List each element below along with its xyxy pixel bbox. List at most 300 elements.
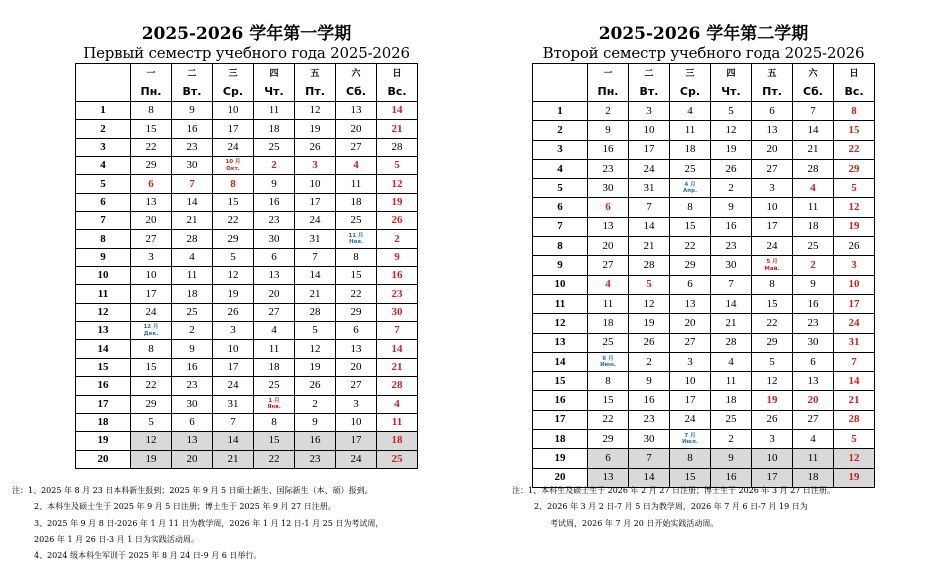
day-cell: 14 — [711, 294, 752, 313]
weekday-cn: 三 — [213, 64, 254, 82]
day-cell: 7 — [295, 248, 336, 266]
day-cell: 27 — [752, 159, 793, 178]
day-cell: 9 — [588, 121, 629, 140]
week-number: 3 — [76, 138, 131, 156]
day-cell: 6 — [131, 175, 172, 193]
day-cell: 16 — [172, 358, 213, 376]
week-number: 20 — [76, 450, 131, 468]
week-row — [76, 138, 418, 156]
day-cell: 16 — [793, 294, 834, 313]
day-cell: 3 — [295, 157, 336, 175]
day-cell: 23 — [588, 159, 629, 178]
day-cell: 18 — [793, 468, 834, 487]
day-cell: 26 — [295, 138, 336, 156]
day-cell: 11 — [172, 267, 213, 285]
day-cell: 18 — [254, 358, 295, 376]
week-row — [533, 314, 875, 333]
weekday-ru: Ср. — [213, 82, 254, 102]
week-row — [533, 217, 875, 236]
note-line: 2026 年 1 月 26 日-3 月 1 日为实践活动周。 — [34, 534, 199, 544]
week-row — [76, 340, 418, 358]
day-cell: 11 — [254, 340, 295, 358]
day-cell: 26 — [629, 333, 670, 352]
day-cell: 18 — [670, 140, 711, 159]
week-row — [533, 391, 875, 410]
day-cell: 22 — [752, 314, 793, 333]
day-cell: 7 — [834, 352, 875, 371]
day-cell: 8 — [336, 248, 377, 266]
day-cell: 10 — [131, 267, 172, 285]
day-cell: 6 — [254, 248, 295, 266]
week-number: 14 — [76, 340, 131, 358]
day-cell: 2 — [711, 430, 752, 449]
week-number: 10 — [76, 267, 131, 285]
day-cell: 10 — [752, 198, 793, 217]
week-row — [533, 372, 875, 391]
day-cell: 6 — [588, 449, 629, 468]
day-cell: 3 — [752, 430, 793, 449]
day-cell: 13 — [588, 468, 629, 487]
day-cell: 2 — [295, 395, 336, 413]
day-cell: 4 — [670, 102, 711, 121]
note-line: 2、2026 年 3 月 2 日-7 月 5 日为教学周，2026 年 7 月 6 日-7 月 19 日为 — [534, 502, 808, 512]
week-row — [533, 333, 875, 352]
month-label-ru: Окт. — [226, 165, 240, 172]
day-cell: 7 — [213, 413, 254, 431]
day-cell: 16 — [254, 193, 295, 211]
day-cell: 4 — [711, 352, 752, 371]
day-cell: 24 — [752, 237, 793, 256]
day-cell: 20 — [254, 285, 295, 303]
day-cell: 29 — [752, 333, 793, 352]
weekday-ru: Вт. — [629, 82, 670, 102]
day-cell: 21 — [295, 285, 336, 303]
semester-2-notes — [512, 483, 922, 532]
month-label-ru: Янв. — [267, 404, 281, 411]
day-cell: 23 — [254, 212, 295, 230]
week-row — [533, 121, 875, 140]
day-cell: 11 — [377, 413, 418, 431]
day-cell: 19 — [752, 391, 793, 410]
day-cell: 22 — [336, 285, 377, 303]
month-start-cell — [336, 230, 377, 248]
day-cell: 25 — [588, 333, 629, 352]
week-row — [533, 140, 875, 159]
weekday-ru: Пт. — [295, 82, 336, 102]
day-cell: 9 — [629, 372, 670, 391]
day-cell: 29 — [213, 230, 254, 248]
weekday-cn: 二 — [629, 64, 670, 82]
day-cell: 3 — [834, 256, 875, 275]
day-cell: 4 — [377, 395, 418, 413]
week-number: 18 — [533, 430, 588, 449]
day-cell: 20 — [670, 314, 711, 333]
week-row — [76, 285, 418, 303]
week-row — [533, 102, 875, 121]
semester-title-ru: Второй семестр учебного года 2025-2026 — [542, 44, 865, 62]
day-cell: 15 — [588, 391, 629, 410]
day-cell: 15 — [336, 267, 377, 285]
day-cell: 12 — [834, 449, 875, 468]
week-number: 4 — [76, 157, 131, 175]
week-number: 19 — [533, 449, 588, 468]
weekday-cn: 一 — [131, 64, 172, 82]
week-header-blank — [76, 82, 131, 102]
day-cell: 19 — [711, 140, 752, 159]
day-cell: 25 — [711, 410, 752, 429]
week-number: 6 — [533, 198, 588, 217]
week-row — [533, 430, 875, 449]
weekday-cn: 四 — [711, 64, 752, 82]
day-cell: 22 — [834, 140, 875, 159]
day-cell: 24 — [629, 159, 670, 178]
calendar-table — [75, 63, 418, 469]
week-row — [533, 256, 875, 275]
day-cell: 18 — [711, 391, 752, 410]
day-cell: 11 — [588, 294, 629, 313]
note-line: 注：1、本科生及硕士生于 2026 年 2 月 27 日注册；博士生于 2026 年 3 月 27 日注册。 — [512, 486, 835, 495]
week-number: 17 — [76, 395, 131, 413]
day-cell: 14 — [834, 372, 875, 391]
month-label-cn: 11 月 — [348, 232, 364, 239]
day-cell: 2 — [254, 157, 295, 175]
day-cell: 21 — [213, 450, 254, 468]
week-number: 3 — [533, 140, 588, 159]
month-label-cn: 12 月 — [143, 324, 159, 331]
month-start-cell — [213, 157, 254, 175]
week-row — [533, 294, 875, 313]
day-cell: 16 — [295, 432, 336, 450]
day-cell: 3 — [629, 102, 670, 121]
day-cell: 26 — [711, 159, 752, 178]
weekday-cn: 二 — [172, 64, 213, 82]
month-start-cell — [254, 395, 295, 413]
week-number: 5 — [533, 179, 588, 198]
day-cell: 11 — [336, 175, 377, 193]
day-cell: 10 — [629, 121, 670, 140]
week-number: 14 — [533, 352, 588, 371]
month-label-cn: 6 月 — [602, 355, 614, 362]
week-number: 4 — [533, 159, 588, 178]
day-cell: 7 — [793, 102, 834, 121]
week-number: 17 — [533, 410, 588, 429]
week-row — [76, 267, 418, 285]
day-cell: 17 — [295, 193, 336, 211]
week-row — [533, 275, 875, 294]
day-cell: 4 — [336, 157, 377, 175]
day-cell: 29 — [131, 395, 172, 413]
day-cell: 20 — [588, 237, 629, 256]
day-cell: 31 — [834, 333, 875, 352]
day-cell: 9 — [793, 275, 834, 294]
day-cell: 27 — [670, 333, 711, 352]
day-cell: 9 — [711, 198, 752, 217]
day-cell: 6 — [670, 275, 711, 294]
day-cell: 22 — [670, 237, 711, 256]
day-cell: 17 — [213, 358, 254, 376]
day-cell: 29 — [670, 256, 711, 275]
day-cell: 8 — [588, 372, 629, 391]
day-cell: 19 — [131, 450, 172, 468]
month-start-cell — [752, 256, 793, 275]
week-number: 2 — [533, 121, 588, 140]
day-cell: 24 — [295, 212, 336, 230]
day-cell: 3 — [670, 352, 711, 371]
week-number: 18 — [76, 413, 131, 431]
week-number: 8 — [533, 237, 588, 256]
day-cell: 5 — [377, 157, 418, 175]
day-cell: 27 — [336, 138, 377, 156]
day-cell: 2 — [377, 230, 418, 248]
day-cell: 15 — [213, 193, 254, 211]
day-cell: 16 — [172, 120, 213, 138]
day-cell: 7 — [172, 175, 213, 193]
day-cell: 5 — [629, 275, 670, 294]
weekday-ru: Сб. — [336, 82, 377, 102]
weekday-cn: 三 — [670, 64, 711, 82]
day-cell: 9 — [377, 248, 418, 266]
day-cell: 28 — [629, 256, 670, 275]
day-cell: 11 — [711, 372, 752, 391]
day-cell: 23 — [629, 410, 670, 429]
day-cell: 4 — [254, 322, 295, 340]
day-cell: 26 — [752, 410, 793, 429]
month-label-ru: Апр. — [682, 188, 698, 195]
day-cell: 23 — [793, 314, 834, 333]
weekday-cn: 日 — [834, 64, 875, 82]
day-cell: 9 — [172, 340, 213, 358]
day-cell: 20 — [336, 358, 377, 376]
day-cell: 2 — [793, 256, 834, 275]
semester-title-cn: 2025-2026 学年第一学期 — [141, 24, 352, 44]
weekday-cn: 五 — [295, 64, 336, 82]
week-number: 10 — [533, 275, 588, 294]
day-cell: 19 — [295, 120, 336, 138]
day-cell: 3 — [213, 322, 254, 340]
day-cell: 2 — [629, 352, 670, 371]
day-cell: 17 — [752, 468, 793, 487]
day-cell: 23 — [172, 138, 213, 156]
weekday-ru: Ср. — [670, 82, 711, 102]
weekday-cn: 四 — [254, 64, 295, 82]
day-cell: 17 — [213, 120, 254, 138]
day-cell: 17 — [336, 432, 377, 450]
day-cell: 4 — [172, 248, 213, 266]
week-number: 6 — [76, 193, 131, 211]
weekday-cn: 一 — [588, 64, 629, 82]
day-cell: 28 — [834, 410, 875, 429]
day-cell: 8 — [752, 275, 793, 294]
day-cell: 16 — [711, 217, 752, 236]
day-cell: 13 — [254, 267, 295, 285]
day-cell: 5 — [834, 430, 875, 449]
week-number: 7 — [533, 217, 588, 236]
week-row — [76, 193, 418, 211]
week-row — [76, 230, 418, 248]
day-cell: 17 — [834, 294, 875, 313]
week-row — [76, 212, 418, 230]
day-cell: 13 — [793, 372, 834, 391]
day-cell: 30 — [172, 157, 213, 175]
day-cell: 22 — [131, 138, 172, 156]
day-cell: 19 — [834, 217, 875, 236]
weekday-ru: Чт. — [254, 82, 295, 102]
month-start-cell — [670, 179, 711, 198]
day-cell: 27 — [131, 230, 172, 248]
day-cell: 14 — [172, 193, 213, 211]
day-cell: 23 — [711, 237, 752, 256]
day-cell: 25 — [336, 212, 377, 230]
day-cell: 28 — [172, 230, 213, 248]
week-number: 19 — [76, 432, 131, 450]
day-cell: 6 — [588, 198, 629, 217]
week-number: 5 — [76, 175, 131, 193]
day-cell: 9 — [295, 413, 336, 431]
semester-2-calendar — [532, 24, 875, 488]
day-cell: 13 — [336, 102, 377, 120]
day-cell: 25 — [377, 450, 418, 468]
month-label-ru: Дек. — [143, 330, 159, 337]
day-cell: 30 — [588, 179, 629, 198]
day-cell: 25 — [670, 159, 711, 178]
day-cell: 21 — [629, 237, 670, 256]
note-line: 4、2024 级本科生军训于 2025 年 8 月 24 日-9 月 6 日举行。 — [34, 551, 262, 561]
week-row — [76, 157, 418, 175]
day-cell: 12 — [834, 198, 875, 217]
day-cell: 28 — [793, 159, 834, 178]
day-cell: 23 — [172, 377, 213, 395]
month-start-cell — [131, 322, 172, 340]
week-row — [76, 102, 418, 120]
day-cell: 31 — [295, 230, 336, 248]
day-cell: 20 — [172, 450, 213, 468]
day-cell: 18 — [172, 285, 213, 303]
day-cell: 31 — [213, 395, 254, 413]
day-cell: 10 — [752, 449, 793, 468]
week-number: 8 — [76, 230, 131, 248]
week-row — [76, 377, 418, 395]
day-cell: 15 — [670, 468, 711, 487]
day-cell: 5 — [834, 179, 875, 198]
day-cell: 5 — [711, 102, 752, 121]
month-label-cn: 10 月 — [225, 159, 241, 166]
weekday-cn: 日 — [377, 64, 418, 82]
day-cell: 27 — [793, 410, 834, 429]
weekday-ru: Вт. — [172, 82, 213, 102]
day-cell: 8 — [131, 102, 172, 120]
day-cell: 24 — [213, 377, 254, 395]
week-header-blank — [76, 64, 131, 82]
week-row — [533, 449, 875, 468]
month-start-cell — [670, 430, 711, 449]
day-cell: 3 — [336, 395, 377, 413]
day-cell: 14 — [793, 121, 834, 140]
day-cell: 4 — [793, 179, 834, 198]
day-cell: 14 — [377, 340, 418, 358]
day-cell: 30 — [793, 333, 834, 352]
week-number: 9 — [533, 256, 588, 275]
day-cell: 3 — [752, 179, 793, 198]
day-cell: 9 — [711, 449, 752, 468]
day-cell: 15 — [131, 120, 172, 138]
day-cell: 21 — [711, 314, 752, 333]
day-cell: 24 — [213, 138, 254, 156]
day-cell: 21 — [377, 358, 418, 376]
day-cell: 11 — [254, 102, 295, 120]
day-cell: 28 — [295, 303, 336, 321]
week-row — [76, 432, 418, 450]
day-cell: 24 — [131, 303, 172, 321]
weekday-header-cn — [533, 64, 875, 82]
day-cell: 26 — [377, 212, 418, 230]
month-start-cell — [588, 352, 629, 371]
day-cell: 6 — [793, 352, 834, 371]
week-number: 13 — [76, 322, 131, 340]
day-cell: 10 — [213, 102, 254, 120]
weekday-ru: Пн. — [588, 82, 629, 102]
week-row — [76, 303, 418, 321]
day-cell: 8 — [670, 449, 711, 468]
day-cell: 14 — [295, 267, 336, 285]
day-cell: 25 — [172, 303, 213, 321]
calendar-table — [532, 63, 875, 488]
note-line: 3、2025 年 9 月 8 日-2026 年 1 月 11 日为教学周，2026 年 1 月 12 日-1 月 25 日为考试周， — [34, 518, 384, 528]
day-cell: 19 — [213, 285, 254, 303]
day-cell: 31 — [629, 179, 670, 198]
day-cell: 21 — [377, 120, 418, 138]
weekday-ru: Вс. — [377, 82, 418, 102]
day-cell: 26 — [295, 377, 336, 395]
day-cell: 16 — [629, 391, 670, 410]
semester-1-notes — [12, 483, 492, 564]
day-cell: 27 — [254, 303, 295, 321]
day-cell: 8 — [834, 102, 875, 121]
day-cell: 8 — [254, 413, 295, 431]
day-cell: 12 — [131, 432, 172, 450]
day-cell: 29 — [834, 159, 875, 178]
day-cell: 6 — [752, 102, 793, 121]
day-cell: 30 — [254, 230, 295, 248]
semester-title-cn: 2025-2026 学年第二学期 — [598, 24, 809, 44]
semester-title-ru: Первый семестр учебного года 2025-2026 — [83, 44, 410, 62]
weekday-header-ru — [76, 82, 418, 102]
day-cell: 11 — [793, 198, 834, 217]
day-cell: 21 — [172, 212, 213, 230]
day-cell: 29 — [131, 157, 172, 175]
day-cell: 30 — [711, 256, 752, 275]
week-row — [76, 450, 418, 468]
note-line: 注：1、2025 年 8 月 23 日本科新生报到；2025 年 9 月 5 日硕士新生、国际新生（本、硕）报到。 — [12, 486, 373, 495]
day-cell: 6 — [172, 413, 213, 431]
month-label-ru: Май. — [764, 265, 780, 272]
month-label-cn: 7 月 — [684, 432, 696, 439]
day-cell: 7 — [629, 198, 670, 217]
semester-1-calendar — [75, 24, 418, 469]
day-cell: 12 — [295, 102, 336, 120]
week-row — [533, 179, 875, 198]
week-row — [76, 322, 418, 340]
day-cell: 16 — [588, 140, 629, 159]
day-cell: 10 — [670, 372, 711, 391]
day-cell: 10 — [336, 413, 377, 431]
month-label-ru: Июн. — [600, 362, 616, 368]
day-cell: 13 — [131, 193, 172, 211]
week-number: 2 — [76, 120, 131, 138]
week-header-blank — [533, 82, 588, 102]
week-row — [76, 413, 418, 431]
day-cell: 7 — [711, 275, 752, 294]
day-cell: 27 — [588, 256, 629, 275]
